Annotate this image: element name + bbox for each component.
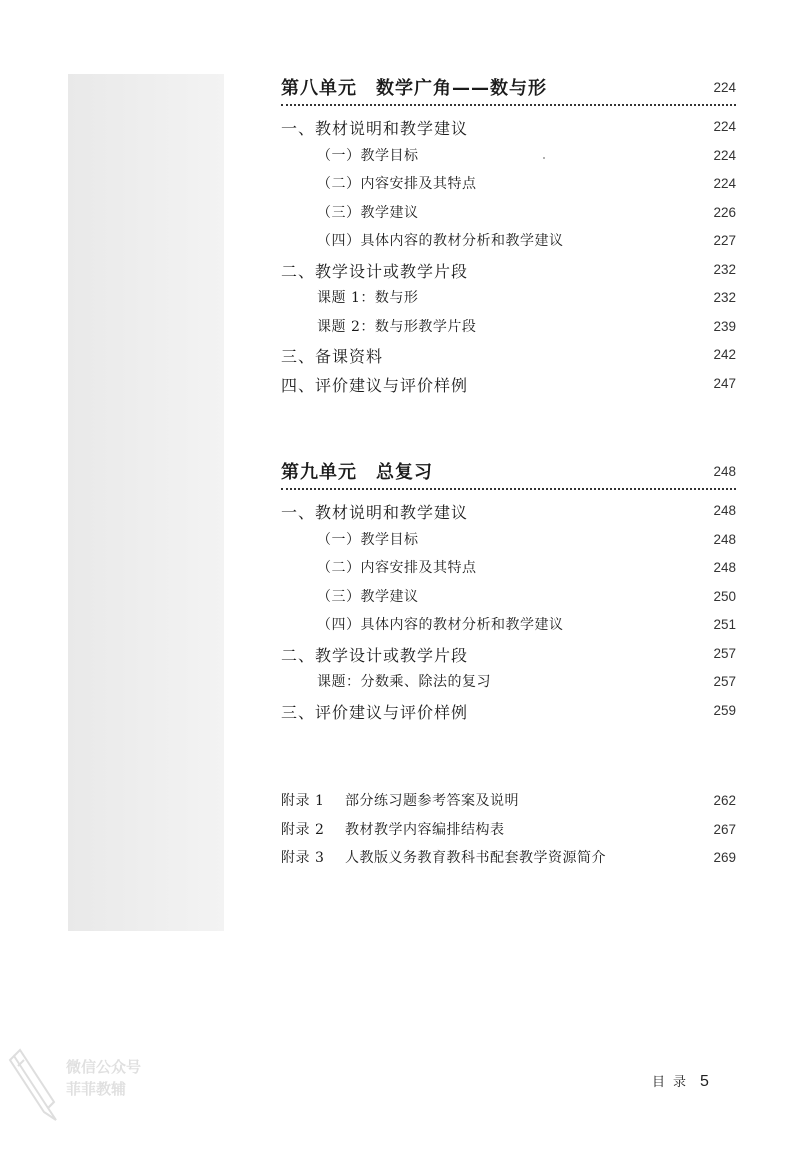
toc-subentry[interactable] xyxy=(281,553,736,582)
appendix-label: 附录 3 xyxy=(281,850,325,866)
toc-entry-text: 二、教学设计或教学片段 xyxy=(281,645,469,665)
toc-subentry[interactable] xyxy=(281,169,736,198)
appendix-page: 262 xyxy=(713,793,736,808)
toc-subentry[interactable] xyxy=(281,525,736,554)
toc-subentry[interactable] xyxy=(281,610,736,639)
toc-entry-page: 224 xyxy=(713,119,736,134)
appendix-page: 267 xyxy=(713,821,736,837)
toc-subentry[interactable] xyxy=(281,198,736,227)
toc-entry-page: 242 xyxy=(713,347,736,362)
toc-entry[interactable] xyxy=(281,369,736,398)
unit-title: 第八单元 数学广角——数与形 xyxy=(281,78,547,99)
toc-entry-page: 248 xyxy=(713,531,736,547)
watermark-line1: 微信公众号 xyxy=(66,1058,142,1076)
toc-entry-page: 227 xyxy=(713,233,736,248)
toc-entry-page: 251 xyxy=(713,617,736,632)
toc-entry-text: 课题 2：数与形教学片段 xyxy=(317,318,477,335)
unit-section xyxy=(281,72,736,397)
toc-entry[interactable] xyxy=(281,496,736,525)
toc-entry-page: 248 xyxy=(713,503,736,518)
toc-entry-text: （三）教学建议 xyxy=(317,204,419,221)
page-footer xyxy=(652,1071,709,1091)
toc-entry-text: （四）具体内容的教材分析和教学建议 xyxy=(317,233,564,249)
footer-label: 目录 xyxy=(652,1075,695,1090)
toc-entry-text: 四、评价建议与评价样例 xyxy=(281,375,469,395)
pencil-icon xyxy=(8,1046,62,1126)
toc-entry[interactable] xyxy=(281,340,736,369)
toc-entry-page: 224 xyxy=(713,176,736,191)
toc-entry[interactable] xyxy=(281,112,736,141)
toc-entry-page: 248 xyxy=(713,560,736,575)
toc-entry-text: （三）教学建议 xyxy=(317,588,419,605)
toc-entry-text: （二）内容安排及其特点 xyxy=(317,560,477,576)
toc-entry-page: 239 xyxy=(713,318,736,334)
toc-entry-page: 232 xyxy=(713,290,736,305)
appendix-title: 部分练习题参考答案及说明 xyxy=(345,793,519,809)
page-number: 5 xyxy=(700,1073,709,1090)
unit-title: 第九单元 总复习 xyxy=(281,462,433,483)
toc-entry-page: 250 xyxy=(713,588,736,604)
appendix-title: 教材教学内容编排结构表 xyxy=(345,821,505,838)
unit-header[interactable] xyxy=(281,456,736,490)
page-margin-band xyxy=(68,74,224,931)
toc-entry-text: （二）内容安排及其特点 xyxy=(317,176,477,192)
toc-entry-text: （四）具体内容的教材分析和教学建议 xyxy=(317,617,564,633)
unit-page-number: 248 xyxy=(713,464,736,479)
unit-section xyxy=(281,456,736,724)
toc-subentry[interactable] xyxy=(281,312,736,341)
toc-entry-page: 259 xyxy=(713,702,736,718)
toc-entry-page: 224 xyxy=(713,147,736,163)
toc-subentry[interactable] xyxy=(281,582,736,611)
toc-entry-text: 一、教材说明和教学建议 xyxy=(281,503,469,522)
toc-entry-page: 257 xyxy=(713,645,736,661)
toc-subentry[interactable] xyxy=(281,283,736,312)
toc-entry-text: （一）教学目标 xyxy=(317,147,419,164)
toc-subentry[interactable] xyxy=(281,141,736,170)
toc-entry-text: 二、教学设计或教学片段 xyxy=(281,261,469,281)
toc-subentry[interactable] xyxy=(281,226,736,255)
toc-entry-page: 247 xyxy=(713,375,736,391)
appendix-page: 269 xyxy=(713,850,736,865)
toc-entry-text: 一、教材说明和教学建议 xyxy=(281,119,469,138)
appendix-label: 附录 1 xyxy=(281,793,325,809)
appendix-entry[interactable] xyxy=(281,815,736,844)
watermark-line2: 菲菲教辅 xyxy=(66,1080,127,1098)
watermark xyxy=(8,1044,158,1134)
toc-subentry[interactable] xyxy=(281,667,736,696)
unit-page-number: 224 xyxy=(713,80,736,95)
appendix-title: 人教版义务教育教科书配套教学资源简介 xyxy=(345,850,606,866)
toc-entry[interactable] xyxy=(281,696,736,725)
scan-speck xyxy=(543,157,545,159)
appendix-entry[interactable] xyxy=(281,786,736,815)
toc-entry-page: 257 xyxy=(713,674,736,689)
appendix-label: 附录 2 xyxy=(281,821,325,838)
unit-header[interactable] xyxy=(281,72,736,106)
toc-entry-text: 三、备课资料 xyxy=(281,347,384,366)
toc-entry-page: 232 xyxy=(713,261,736,277)
toc-entry-page: 226 xyxy=(713,204,736,220)
toc-entry-text: 课题：分数乘、除法的复习 xyxy=(317,674,491,690)
toc-entry-text: （一）教学目标 xyxy=(317,531,419,548)
toc-entry-text: 三、评价建议与评价样例 xyxy=(281,702,469,722)
appendix-entry[interactable] xyxy=(281,843,736,872)
appendix-list xyxy=(281,786,736,872)
toc-entry[interactable] xyxy=(281,639,736,668)
toc-entry-text: 课题 1：数与形 xyxy=(317,290,419,306)
toc-entry[interactable] xyxy=(281,255,736,284)
